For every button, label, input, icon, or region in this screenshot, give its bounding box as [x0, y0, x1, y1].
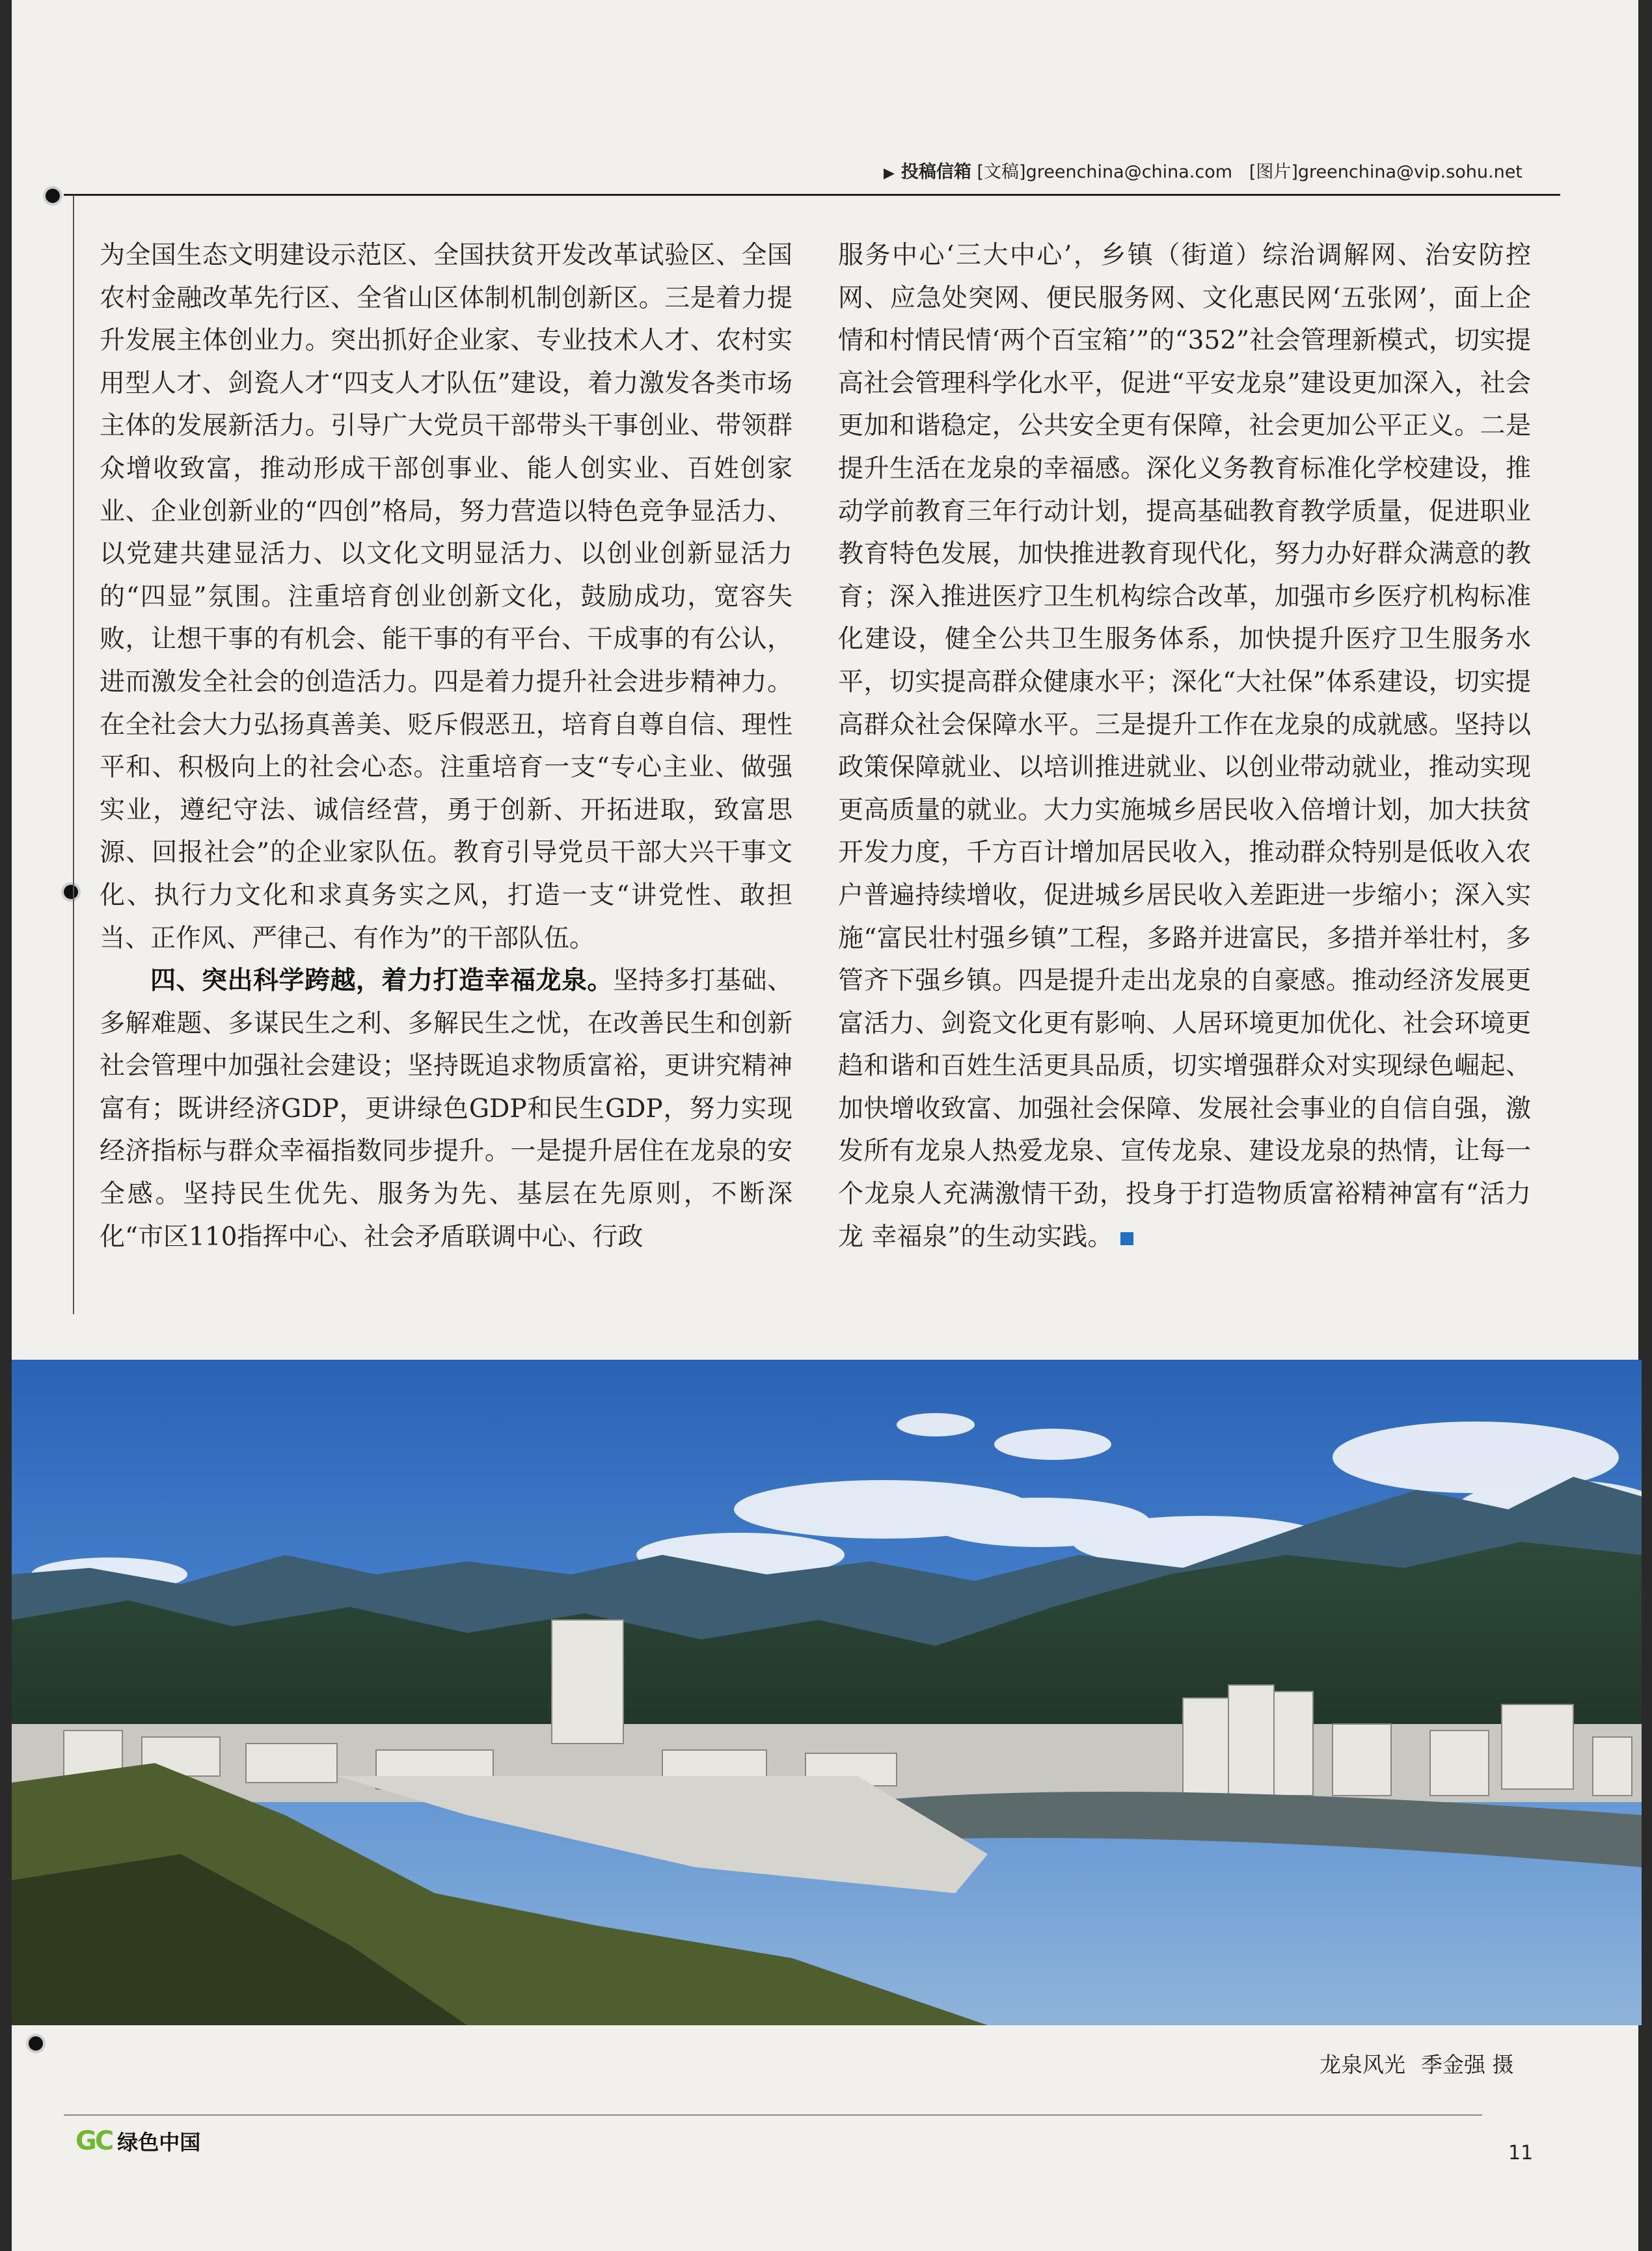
- article-column-left: [100, 234, 792, 1258]
- text-submission-email[interactable]: greenchina@china.com: [1025, 162, 1233, 182]
- gc-logo-mark: GC: [75, 2126, 113, 2156]
- longquan-cityscape-photo: [12, 1360, 1642, 2025]
- article-paragraph: 为全国生态文明建设示范区、全国扶贫开发改革试验区、全国农村金融改革先行区、全省山区体制机制创新区。三是着力提升发展主体创业力。突出抓好企业家、专业技术人才、农村实用型人才、剑瓷人才“四支人才队伍”建设，着力激发各类市场主体的发展新活力。引导广大党员干部带头干事创业、带领群众增收致富，推动形成干部创事业、能人创实业、百姓创家业、企业创新业的“四创”格局，努力营造以特色竞争显活力、以党建共建显活力、以文化文明显活力、以创业创新显活力的“四显”氛围。注重培育创业创新文化，鼓励成功，宽容失败，让想干事的有机会、能干事的有平台、干成事的有公认，进而激发全社会的创造活力。四是着力提升社会进步精神力。在全社会大力弘扬真善美、贬斥假恶丑，培育自尊自信、理性平和、积极向上的社会心态。注重培育一支“专心主业、做强实业，遵纪守法、诚信经营，勇于创新、开拓进取，致富思源、回报社会”的企业家队伍。教育引导党员干部大兴干事文化、执行力文化和求真务实之风，打造一支“讲党性、敢担当、正作风、严律己、有作为”的干部队伍。: [100, 241, 792, 953]
- image-submission-tag: [图片]: [1249, 162, 1298, 182]
- margin-rule: [73, 195, 74, 1314]
- article-section-4: [100, 960, 792, 1258]
- play-arrow-icon: ▶: [884, 165, 895, 182]
- header-divider: [64, 194, 1560, 196]
- caption-credit: 季金强 摄: [1421, 2052, 1514, 2077]
- magazine-page: [12, 0, 1638, 2251]
- image-submission-email[interactable]: greenchina@vip.sohu.net: [1297, 162, 1523, 182]
- submission-label: 投稿信箱: [900, 162, 971, 182]
- section-heading: 四、突出科学跨越，着力打造幸福龙泉。: [150, 966, 613, 996]
- binder-hole: [64, 885, 78, 899]
- magazine-name: 绿色中国: [117, 2130, 201, 2155]
- page-number: 11: [1508, 2142, 1534, 2164]
- binder-hole: [46, 189, 60, 203]
- submission-header: [884, 157, 1560, 183]
- article-paragraph: [838, 234, 1531, 1258]
- caption-title: 龙泉风光: [1320, 2052, 1405, 2077]
- footer-divider: [64, 2114, 1482, 2116]
- article-column-right: [838, 234, 1531, 1258]
- magazine-logo: [75, 2126, 200, 2156]
- end-of-article-icon: [1120, 1232, 1133, 1245]
- paragraph-text: 服务中心‘三大中心’，乡镇（街道）综治调解网、治安防控网、应急处突网、便民服务网、文化惠民网‘五张网’，面上企情和村情民情‘两个百宝箱’”的“352”社会管理新模式，切实提高社会管理科学化水平，促进“平安龙泉”建设更加深入，社会更加和谐稳定，公共安全更有保障，社会更加公平正义。二是提升生活在龙泉的幸福感。深化义务教育标准化学校建设，推动学前教育三年行动计划，提高基础教育教学质量，促进职业教育特色发展，加快推进教育现代化，努力办好群众满意的教育；深入推进医疗卫生机构综合改革，加强市乡医疗机构标准化建设，健全公共卫生服务体系，加快提升医疗卫生服务水平，切实提高群众健康水平；深化“大社保”体系建设，切实提高群众社会保障水平。三是提升工作在龙泉的成就感。坚持以政策保障就业、以培训推进就业、以创业带动就业，推动实现更高质量的就业。大力实施城乡居民收入倍增计划，加大扶贫开发力度，千方百计增加居民收入，推动群众特别是低收入农户普遍持续增收，促进城乡居民收入差距进一步缩小；深入实施“富民壮村强乡镇”工程，多路并进富民，多措并举壮村，多管齐下强乡镇。四是提升走出龙泉的自豪感。推动经济发展更富活力、剑瓷文化更有影响、人居环境更加优化、社会环境更趋和谐和百姓生活更具品质，切实增强群众对实现绿色崛起、加快增收致富、加强社会保障、发展社会事业的自信自强，激发所有龙泉人热爱龙泉、宣传龙泉、建设龙泉的热情，让每一个龙泉人充满激情干劲，投身于打造物质富裕精神富有“活力龙 幸福泉”的生动实践。: [838, 241, 1531, 1252]
- text-submission-tag: [文稿]: [977, 162, 1026, 182]
- binder-hole: [29, 2036, 43, 2051]
- section-body: 坚持多打基础、多解难题、多谋民生之利、多解民生之忧，在改善民生和创新社会管理中加强社会建设；坚持既追求物质富裕，更讲究精神富有；既讲经济GDP，更讲绿色GDP和民生GDP，努力实现经济指标与群众幸福指数同步提升。一是提升居住在龙泉的安全感。坚持民生优先、服务为先、基层在先原则，不断深化“市区110指挥中心、社会矛盾联调中心、行政: [100, 966, 792, 1252]
- photo-caption: [1320, 2048, 1530, 2079]
